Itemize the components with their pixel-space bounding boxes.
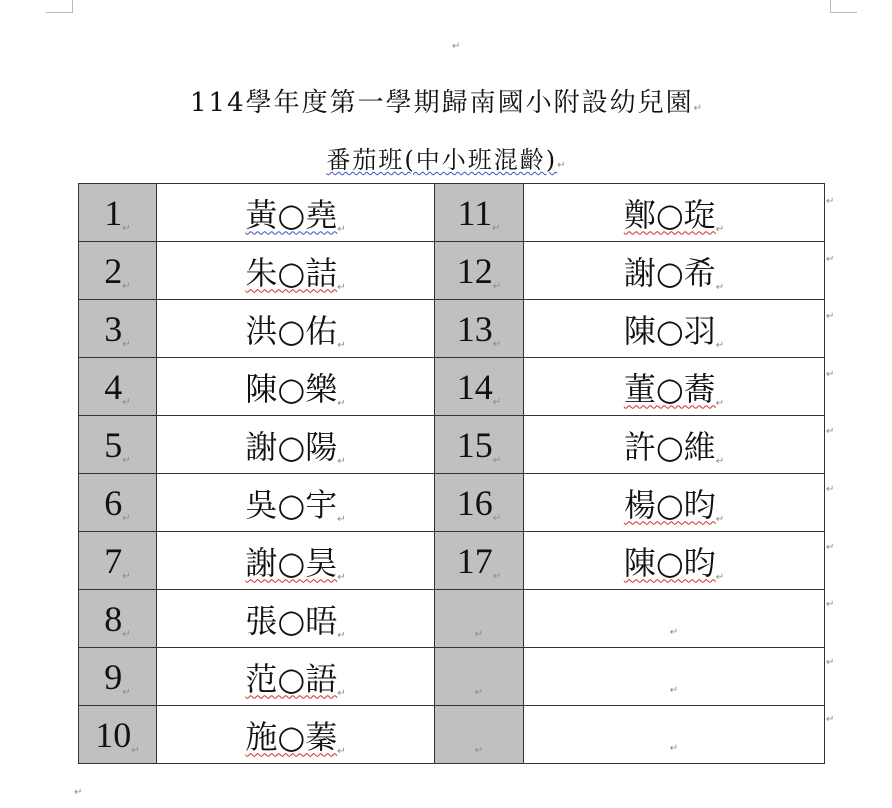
- cell-end-mark: ↵: [492, 570, 502, 582]
- roster-row: [79, 416, 825, 474]
- roster-table[interactable]: [78, 183, 825, 764]
- seat-number: 6: [104, 482, 123, 523]
- cell-end-mark: ↵: [337, 571, 346, 583]
- cell-end-mark: ↵: [492, 512, 502, 524]
- cell-end-mark: ↵: [337, 687, 346, 699]
- seat-number: 9: [104, 656, 123, 697]
- student-name: 鄭○琁: [623, 195, 716, 234]
- cell-end-mark: ↵: [131, 744, 140, 756]
- seat-number: 14: [456, 366, 493, 407]
- student-name-cell[interactable]: [157, 358, 435, 416]
- cell-end-mark: ↵: [337, 281, 346, 293]
- seat-number-cell[interactable]: [435, 474, 524, 532]
- cell-end-mark: ↵: [337, 223, 346, 235]
- seat-number: 17: [456, 540, 493, 581]
- cell-end-mark: ↵: [715, 397, 725, 409]
- student-name-cell[interactable]: [524, 590, 825, 648]
- seat-number: 5: [104, 424, 123, 465]
- row-end-mark: ↵: [826, 656, 835, 668]
- cell-end-mark: ↵: [122, 338, 131, 350]
- cell-end-mark: ↵: [337, 745, 346, 757]
- student-name-cell[interactable]: [524, 532, 825, 590]
- student-name: 許○維: [623, 427, 716, 466]
- row-end-mark: ↵: [826, 368, 835, 380]
- seat-number-cell[interactable]: [435, 358, 524, 416]
- cell-end-mark: ↵: [492, 396, 502, 408]
- cell-end-mark: ↵: [122, 454, 131, 466]
- cell-end-mark: ↵: [715, 455, 725, 467]
- cell-end-mark: ↵: [122, 222, 131, 234]
- paragraph-mark: ↵: [74, 787, 83, 798]
- student-name: 洪○佑: [245, 311, 338, 350]
- student-name-cell[interactable]: [524, 184, 825, 242]
- cell-end-mark: ↵: [492, 454, 502, 466]
- cell-end-mark: ↵: [337, 339, 346, 351]
- roster-row: [79, 590, 825, 648]
- seat-number: 12: [456, 250, 493, 291]
- cell-end-mark: ↵: [669, 743, 679, 754]
- seat-number-cell[interactable]: [435, 416, 524, 474]
- cell-end-mark: ↵: [715, 571, 725, 583]
- seat-number-cell[interactable]: [435, 648, 524, 706]
- paragraph-mark: ↵: [557, 160, 566, 171]
- row-end-mark: ↵: [826, 484, 835, 495]
- seat-number: 2: [104, 250, 123, 291]
- seat-number: 11: [457, 192, 493, 233]
- student-name: 謝○陽: [245, 427, 338, 466]
- cell-end-mark: ↵: [715, 339, 725, 351]
- seat-number: 15: [456, 424, 493, 465]
- cell-end-mark: ↵: [474, 686, 484, 698]
- document-title[interactable]: [0, 82, 892, 119]
- roster-row: [79, 300, 825, 358]
- cell-end-mark: ↵: [122, 628, 131, 640]
- cell-end-mark: ↵: [669, 627, 679, 638]
- cell-end-mark: ↵: [337, 629, 346, 641]
- page-corner-top-right: [830, 0, 857, 13]
- roster-row: [79, 184, 825, 242]
- cell-end-mark: ↵: [492, 222, 501, 234]
- cell-end-mark: ↵: [474, 628, 484, 640]
- seat-number: 8: [104, 598, 123, 639]
- row-end-mark: ↵: [826, 253, 835, 265]
- student-name: 陳○羽: [623, 311, 716, 350]
- roster-row: [79, 706, 825, 764]
- cell-end-mark: ↵: [122, 280, 131, 292]
- seat-number-cell[interactable]: [79, 300, 157, 358]
- cell-end-mark: ↵: [492, 280, 502, 292]
- student-name-cell[interactable]: [157, 590, 435, 648]
- seat-number-cell[interactable]: [79, 184, 157, 242]
- seat-number-cell[interactable]: [435, 532, 524, 590]
- student-name-cell[interactable]: [524, 358, 825, 416]
- student-name-cell[interactable]: [157, 416, 435, 474]
- student-name-cell[interactable]: [157, 184, 435, 242]
- cell-end-mark: ↵: [492, 338, 502, 350]
- class-subtitle[interactable]: [0, 140, 892, 175]
- title-line2-text: 番茄班(中小班混齡): [326, 146, 558, 174]
- student-name: 吳○宇: [245, 485, 338, 524]
- seat-number: 13: [456, 308, 493, 349]
- student-name-cell[interactable]: [157, 648, 435, 706]
- student-name-cell[interactable]: [524, 706, 825, 764]
- student-name: 黃○堯: [245, 195, 338, 234]
- student-name-cell[interactable]: [157, 532, 435, 590]
- student-name-cell[interactable]: [157, 242, 435, 300]
- roster-row: [79, 648, 825, 706]
- roster-row: [79, 358, 825, 416]
- row-end-mark: ↵: [826, 196, 835, 207]
- page-corner-top-left: [46, 0, 73, 13]
- title-line1-text: 114學年度第一學期歸南國小附設幼兒園: [189, 88, 694, 118]
- seat-number: 7: [104, 540, 123, 581]
- cell-end-mark: ↵: [122, 396, 131, 408]
- row-end-mark: ↵: [826, 426, 835, 438]
- roster-row: [79, 474, 825, 532]
- seat-number: 3: [104, 308, 123, 349]
- seat-number-cell[interactable]: [435, 706, 524, 764]
- paragraph-mark: ↵: [693, 103, 703, 114]
- seat-number: 10: [95, 714, 132, 755]
- student-name-cell[interactable]: [157, 474, 435, 532]
- student-name-cell[interactable]: [157, 706, 435, 764]
- student-name: 范○語: [245, 659, 338, 698]
- student-name: 楊○昀: [623, 485, 716, 524]
- seat-number-cell[interactable]: [435, 184, 524, 242]
- roster-row: [79, 532, 825, 590]
- student-name-cell[interactable]: [524, 474, 825, 532]
- student-name-cell[interactable]: [157, 300, 435, 358]
- student-name-cell[interactable]: [524, 300, 825, 358]
- student-name: 陳○樂: [245, 369, 338, 408]
- row-end-mark: ↵: [826, 599, 835, 611]
- cell-end-mark: ↵: [122, 686, 131, 698]
- cell-end-mark: ↵: [669, 685, 679, 696]
- seat-number-cell[interactable]: [79, 474, 157, 532]
- seat-number-cell[interactable]: [79, 532, 157, 590]
- seat-number: 1: [104, 192, 123, 233]
- seat-number-cell[interactable]: [435, 590, 524, 648]
- paragraph-mark: ↵: [452, 41, 461, 52]
- cell-end-mark: ↵: [337, 455, 346, 467]
- student-name: 施○蓁: [245, 717, 338, 756]
- seat-number: 16: [456, 482, 493, 523]
- cell-end-mark: ↵: [715, 281, 725, 293]
- student-name-cell[interactable]: [524, 416, 825, 474]
- student-name: 陳○昀: [623, 543, 716, 582]
- cell-end-mark: ↵: [715, 223, 725, 235]
- row-end-mark: ↵: [826, 541, 835, 553]
- cell-end-mark: ↵: [337, 513, 346, 525]
- row-end-mark: ↵: [826, 714, 835, 726]
- seat-number-cell[interactable]: [435, 242, 524, 300]
- cell-end-mark: ↵: [715, 513, 725, 525]
- roster-row: [79, 242, 825, 300]
- student-name: 董○蕎: [623, 369, 716, 408]
- seat-number-cell[interactable]: [79, 706, 157, 764]
- student-name: 謝○昊: [245, 543, 338, 582]
- cell-end-mark: ↵: [474, 744, 484, 756]
- cell-end-mark: ↵: [122, 570, 131, 582]
- seat-number-cell[interactable]: [435, 300, 524, 358]
- student-name: 朱○詰: [245, 253, 338, 292]
- cell-end-mark: ↵: [122, 512, 131, 524]
- student-name: 張○晤: [245, 601, 338, 640]
- row-end-mark: ↵: [826, 311, 835, 323]
- seat-number-cell[interactable]: [79, 590, 157, 648]
- seat-number-cell[interactable]: [79, 358, 157, 416]
- seat-number: 4: [104, 366, 123, 407]
- seat-number-cell[interactable]: [79, 648, 157, 706]
- student-name: 謝○希: [623, 253, 716, 292]
- student-name-cell[interactable]: [524, 242, 825, 300]
- cell-end-mark: ↵: [337, 397, 346, 409]
- seat-number-cell[interactable]: [79, 242, 157, 300]
- student-name-cell[interactable]: [524, 648, 825, 706]
- seat-number-cell[interactable]: [79, 416, 157, 474]
